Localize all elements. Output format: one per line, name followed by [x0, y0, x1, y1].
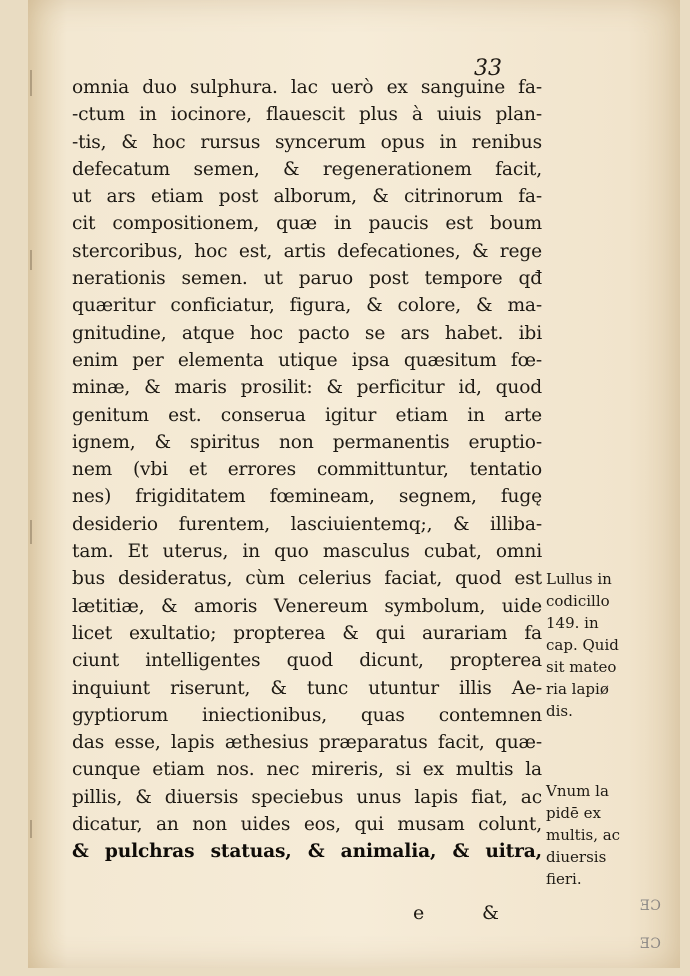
text-line: quæritur conficiatur, figura, & colore, & ma- — [72, 295, 542, 317]
margin-note-line: pidē ex — [546, 804, 601, 822]
text-line: omnia duo sulphura. lac uerò ex sanguine fa- — [72, 77, 542, 98]
page-number: 33 — [474, 56, 502, 81]
margin-note-line: Lullus in — [546, 570, 612, 588]
margin-note-line: multis, ac — [546, 826, 621, 844]
show-through-text: ƎƆ — [640, 898, 661, 914]
text-line: gnitudine, atque hoc pacto se ars habet. ibi — [72, 322, 542, 344]
margin-note-unum-lapidem — [546, 780, 620, 890]
show-through-text: ƎƆ — [640, 936, 661, 952]
signature-mark: e — [413, 902, 425, 924]
text-line: & pulchras statuas, & animalia, & uitra, — [72, 841, 542, 863]
margin-note-line: ria lapiø — [546, 680, 609, 698]
gutter-mark — [30, 250, 32, 270]
text-line: minæ, & maris prosilit: & perficitur id, quod — [72, 377, 542, 399]
text-line: nem (vbi et errores committuntur, tentatio — [72, 459, 542, 481]
text-line: cit compositionem, quæ in paucis est boum — [72, 213, 542, 235]
margin-note-line: cap. Quid — [546, 636, 619, 654]
text-line: ignem, & spiritus non permanentis eruptio- — [72, 431, 542, 453]
gutter-mark — [30, 70, 32, 96]
text-line: stercoribus, hoc est, artis defecationes, & rege — [72, 240, 542, 262]
text-line: genitum est. conserua igitur etiam in arte — [72, 404, 542, 426]
margin-note-line: diuersis — [546, 848, 607, 866]
text-line: -tis, & hoc rursus syncerum opus in renibus — [72, 131, 542, 153]
margin-note-lullus — [546, 568, 619, 722]
text-line: tam. Et uterus, in quo masculus cubat, omni — [72, 541, 542, 563]
text-line: ut ars etiam post alborum, & citrinorum fa- — [72, 186, 542, 208]
text-line: dicatur, an non uides eos, qui musam colunt, — [72, 814, 542, 836]
margin-note-line: dis. — [546, 702, 573, 720]
margin-note-line: fieri. — [546, 870, 582, 888]
text-line: defecatum semen, & regenerationem facit, — [72, 158, 542, 180]
text-line: pillis, & diuersis speciebus unus lapis fiat, ac — [72, 786, 542, 808]
margin-note-line: Vnum la — [546, 782, 609, 800]
margin-note-line: codicillo — [546, 592, 610, 610]
gutter-mark — [30, 820, 32, 838]
text-line: das esse, lapis æthesius præparatus facit, quæ- — [72, 732, 542, 754]
text-line: inquiunt riserunt, & tunc utuntur illis Ae- — [72, 677, 542, 699]
catchword: & — [482, 902, 499, 924]
gutter-mark — [30, 520, 32, 544]
text-line: gyptiorum iniectionibus, quas contemnen — [72, 704, 542, 726]
text-line: desiderio furentem, lasciuientemq;, & illiba- — [72, 513, 542, 535]
text-line: bus desideratus, cùm celerius faciat, quod est — [72, 568, 542, 590]
text-line: cunque etiam nos. nec mireris, si ex multis la — [72, 759, 542, 781]
text-line: ciunt intelligentes quod dicunt, propterea — [72, 650, 542, 672]
main-text — [72, 74, 542, 866]
text-line: lætitiæ, & amoris Venereum symbolum, uide — [72, 595, 542, 617]
text-line: nerationis semen. ut paruo post tempore qđ — [72, 268, 542, 290]
text-line: enim per elementa utique ipsa quæsitum fœ- — [72, 349, 542, 371]
text-line: nes) frigiditatem fœmineam, segnem, fugę — [72, 486, 542, 508]
margin-note-line: 149. in — [546, 614, 599, 632]
text-line: -ctum in iocinore, flauescit plus à uiuis plan- — [72, 104, 542, 126]
margin-note-line: sit mateo — [546, 658, 617, 676]
text-line: licet exultatio; propterea & qui aurariam fa — [72, 622, 542, 644]
